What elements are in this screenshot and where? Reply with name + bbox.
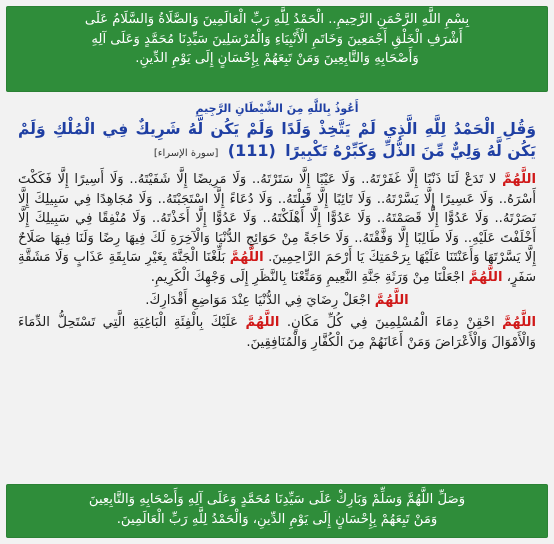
dua-text-1b: بَلِّغْنَا الْجَنَّةَ بِغَيْرِ سَابِقَةِ عَذَابٍ وَلَا مَشَقَّةِ سَفَرٍ، — [18, 250, 536, 285]
dua-text-3b: عَلَيْكَ بِالْفِئَةِ الْبَاغِيَةِ الَّتِي تَسْتَحِلُّ الدِّمَاءَ وَالْأَمْوَالَ وَالْأَعْرَاضَ وَمَنْ أَعَانَهُمْ مِنَ الْكُفَّارِ وَالْمُنَافِقِينَ. — [18, 315, 536, 350]
dua-paragraph-3 — [18, 313, 536, 352]
verse-number: (111) — [227, 141, 276, 160]
closing-line-2: وَمَنْ تَبِعَهُمْ بِإِحْسَانٍ إِلَى يَوْمِ الدِّينِ، وَالْحَمْدُ لِلَّهِ رَبِّ الْعَالَمِينَ. — [116, 511, 438, 527]
dua-text-1: لا تَدَعْ لَنَا ذَنْبًا إِلَّا غَفَرْتَهُ.. وَلَا عَيْبًا إِلَّا سَتَرْتَهُ.. وَلَا مَرِيضًا إِلَّا شَفَيْتَهُ.. وَلَا أَسِيرًا إِلَّا فَكَكْتَ أَسْرَهُ.. وَلَا عَسِيرًا إِلَّا يَسَّرْتَهُ.. وَلَا تَائِبًا إِلَّا قَبِلْتَهُ.. وَلَا دُعَاءً إِلَّا اسْتَجَبْتَهُ.. وَلَا مُجَاهِدًا فِي سَبِيلِكَ إِلَّا نَصَرْتَهُ.. وَلَا عَدُوًّا إِلَّا قَصَمْتَهُ.. وَلَا عَدُوًّا إِلَّا أَهْلَكْتَهُ.. وَلَا عَدُوًّا إِلَّا أَخَذْتَهُ.. وَلَا مُنْفِقًا فِي سَبِيلِكَ إِلَّا أَخْلَفْتَ عَلَيْهِ.. وَلَا طَالِبًا إِلَّا وَفَّقْتَهُ.. وَلَا حَاجَةً مِنْ حَوَائِجِ الدُّنْيَا وَالْآخِرَةِ لَكَ فِيهَا رِضًا وَلَنَا فِيهَا صَلَاحٌ إِلَّا يَسَّرْتَهَا وَأَعَنْتَنَا عَلَيْهَا بِرَحْمَتِكَ يَا أَرْحَمَ الرَّاحِمِينَ. — [18, 172, 536, 266]
allahumma-label: اللَّهُمَّ — [468, 269, 503, 285]
dua-text-2: اجْعَلْ رِضَايَ فِي الدُّنْيَا عِنْدَ مَوَاضِعِ أَقْدَارِكَ. — [145, 292, 371, 308]
allahumma-label: اللَّهُمَّ — [229, 250, 264, 266]
closing-line-1: وَصَلِّ اللَّهُمَّ وَسَلِّمْ وَبَارِكْ عَلَى سَيِّدِنَا مُحَمَّدٍ وَعَلَى آلِهِ وَأَصْحَابِهِ وَالتَّابِعِينَ — [88, 492, 466, 507]
supplications — [18, 170, 536, 352]
opening-line-3: وَأَصْحَابِهِ وَالتَّابِعِينَ وَمَنْ تَبِعَهُمْ بِإِحْسَانٍ إِلَى يَوْمِ الدِّينِ. — [135, 51, 419, 66]
opening-line-1: بِسْمِ اللَّهِ الرَّحْمَنِ الرَّحِيمِ.. الْحَمْدُ لِلَّهِ رَبِّ الْعَالَمِينَ وَالصَّلَاةُ وَالسَّلَامُ عَلَى — [84, 12, 470, 27]
dua-paragraph-1 — [18, 170, 536, 288]
verse-text: وَقُلِ الْحَمْدُ لِلَّهِ الَّذِي لَمْ يَتَّخِذْ وَلَدًا وَلَمْ يَكُن لَّهُ شَرِيكٌ فِي الْمُلْكِ وَلَمْ يَكُن لَّهُ وَلِيٌّ مِّنَ الذُّلِّ وَكَبِّرْهُ تَكْبِيرًا — [18, 120, 536, 160]
dua-paragraph-2 — [18, 291, 536, 311]
opening-banner — [6, 6, 548, 92]
allahumma-label: اللَّهُمَّ — [374, 292, 409, 308]
opening-line-2: أَشْرَفِ الْخَلْقِ أَجْمَعِينَ وَخَاتَمِ الْأَنْبِيَاءِ وَالْمُرْسَلِينَ سَيِّدِنَا مُحَمَّدٍ وَعَلَى آلِهِ — [91, 31, 463, 47]
allahumma-label: اللَّهُمَّ — [245, 315, 280, 331]
taawwudh-heading: أَعُوذُ بِاللَّهِ مِنَ الشَّيْطَانِ الرَّجِيمِ — [195, 102, 359, 115]
quran-verse — [18, 119, 536, 164]
closing-banner — [6, 484, 548, 538]
allahumma-label: اللَّهُمَّ — [502, 315, 536, 331]
surah-reference: [سورة الإسراء] — [153, 148, 219, 159]
dua-text-1c: اجْعَلْنَا مِنْ وَرَثَةِ جَنَّةِ النَّعِيمِ وَمَتِّعْنَا بِالنَّظَرِ إِلَى وَجْهِكَ الْكَرِيمِ. — [150, 269, 465, 285]
main-content — [6, 102, 548, 352]
dua-text-3a: احْقِنْ دِمَاءَ الْمُسْلِمِينَ فِي كُلِّ مَكَانٍ. — [286, 315, 495, 331]
allahumma-label: اللَّهُمَّ — [502, 172, 536, 187]
